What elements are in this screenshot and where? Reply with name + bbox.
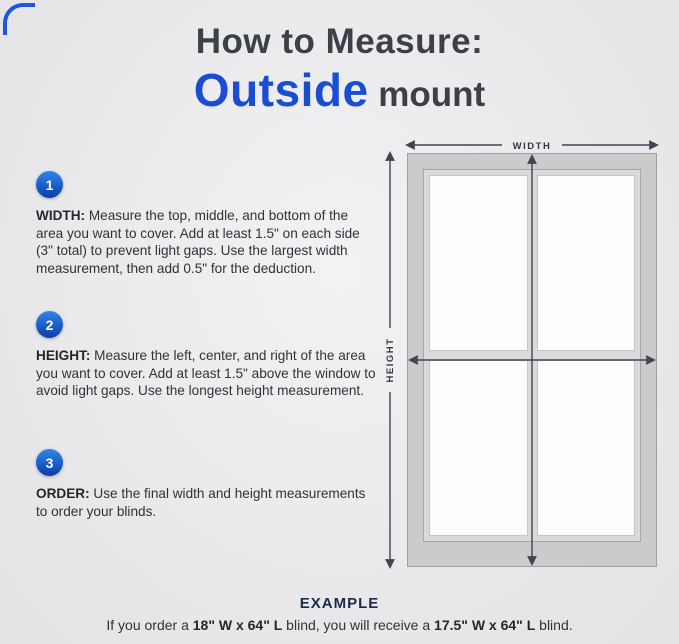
step-2-label: HEIGHT: <box>36 348 91 363</box>
step-3-number: 3 <box>45 454 54 471</box>
step-1-text <box>36 207 376 278</box>
step-height <box>36 311 376 400</box>
width-arrow-label: WIDTH <box>512 141 552 152</box>
step-3-label: ORDER: <box>36 486 90 501</box>
step-order <box>36 449 376 520</box>
step-3-badge <box>36 449 63 476</box>
title-line2 <box>0 63 679 117</box>
step-1-label: WIDTH: <box>36 208 86 223</box>
example-received-size: 17.5" W x 64" L <box>434 617 536 633</box>
step-1-number: 1 <box>45 176 54 193</box>
title-accent: Outside <box>193 64 369 116</box>
step-1-badge <box>36 171 63 198</box>
step-2-number: 2 <box>45 316 54 333</box>
step-3-text <box>36 485 376 520</box>
step-width <box>36 171 376 278</box>
step-2-body: Measure the left, center, and right of the area you want to cover. Add at least 1.5" above the window to avoid light gaps. Use the longest height measurement. <box>36 348 376 399</box>
example-prefix: If you order a <box>106 617 193 633</box>
step-2-badge <box>36 311 63 338</box>
example-section <box>0 595 679 633</box>
title-rest: mount <box>368 75 486 114</box>
window-diagram <box>378 138 677 583</box>
step-1-body: Measure the top, middle, and bottom of the area you want to cover. Add at least 1.5" on each side (3" total) to prevent light gaps. Use the largest width measurement, then add 0.5" for the deduction. <box>36 208 360 277</box>
title-line1: How to Measure: <box>195 22 484 61</box>
step-3-body: Use the final width and height measurements to order your blinds. <box>36 486 366 519</box>
measurement-arrows <box>378 138 677 583</box>
example-suffix: blind. <box>535 617 573 633</box>
example-sentence <box>0 617 679 633</box>
example-ordered-size: 18" W x 64" L <box>192 617 283 633</box>
height-arrow-label: HEIGHT <box>385 337 396 383</box>
example-middle: blind, you will receive a <box>282 617 435 633</box>
page-title <box>0 22 679 117</box>
example-heading: EXAMPLE <box>299 595 380 612</box>
step-2-text <box>36 347 376 400</box>
